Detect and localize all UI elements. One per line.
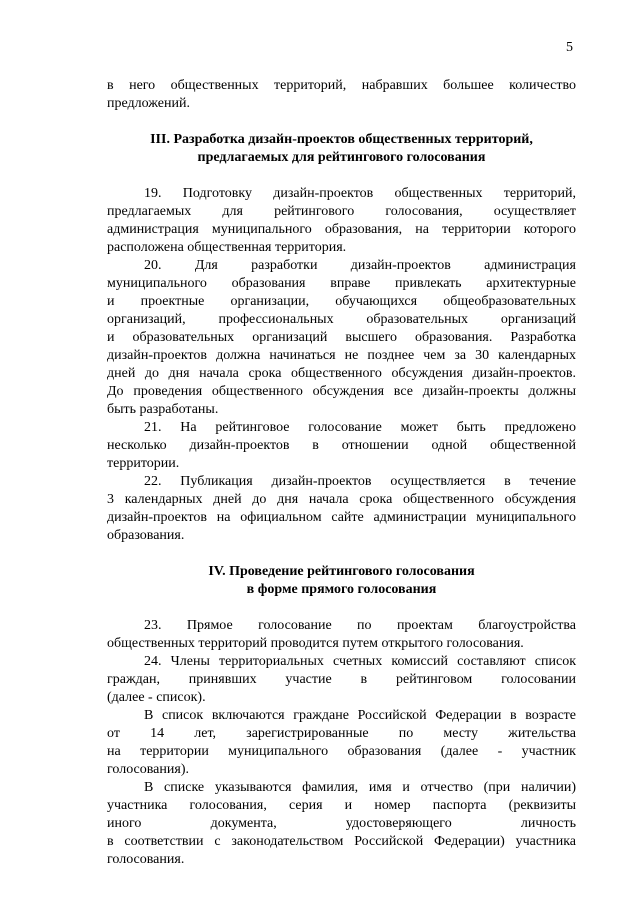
text-line: 24. Члены территориальных счетных комиссий составляют список [144,654,576,669]
text-line: 20. Для разработки дизайн-проектов администрация [144,258,576,273]
text-line: В списке указываются фамилия, имя и отчество (при наличии) [144,780,576,795]
text-line: 23. Прямое голосование по проектам благоустройства [144,618,576,633]
section-heading: IV. Проведение рейтингового голосования [208,564,475,579]
text-line: и проектные организации, обучающихся общеобразовательных [107,294,576,309]
text-line: общественных территорий проводится путем открытого голосования. [107,636,524,651]
text-line: администрация муниципального образования, на территории которого [107,222,576,237]
text-line: До проведения общественного обсуждения все дизайн-проекты должны [107,384,576,399]
text-line: граждан, принявших участие в рейтинговом голосовании [107,672,576,687]
text-line: иного документа, удостоверяющего личность [107,816,576,831]
text-line: в него общественных территорий, набравших большее количество [107,78,576,93]
text-line: на территории муниципального образования (далее - участник [107,744,576,759]
text-line: предложений. [107,96,190,111]
text-line: дней до дня начала срока общественного обсуждения дизайн-проектов. [107,366,576,381]
text-line: от 14 лет, зарегистрированные по месту жительства [107,726,576,741]
text-line: (далее - список). [107,690,206,705]
text-line: голосования. [107,852,185,867]
section-heading: в форме прямого голосования [246,582,437,597]
text-line: дизайн-проектов на официальном сайте администрации муниципального [107,510,576,525]
text-line: 19. Подготовку дизайн-проектов общественных территорий, [144,186,576,201]
text-line: расположена общественная территория. [107,240,347,255]
text-line: 21. На рейтинговое голосование может быть предложено [144,420,576,435]
text-line: 22. Публикация дизайн-проектов осуществляется в течение [144,474,576,489]
text-line: муниципального образования вправе привлекать архитектурные [107,276,576,291]
page-number: 5 [566,40,573,55]
text-line: в соответствии с законодательством Российской Федерации) участника [107,834,576,849]
text-line: участника голосования, серия и номер паспорта (реквизиты [107,798,576,813]
text-line: и образовательных организаций высшего образования. Разработка [107,330,576,345]
text-line: В список включаются граждане Российской Федерации в возрасте [144,708,576,723]
text-line: территории. [107,456,180,471]
text-line: быть разработаны. [107,402,219,417]
section-heading: предлагаемых для рейтингового голосования [197,150,486,165]
text-line: несколько дизайн-проектов в отношении одной общественной [107,438,576,453]
text-line: дизайн-проектов должна начинаться не позднее чем за 30 календарных [107,348,576,363]
text-line: образования. [107,528,185,543]
section-heading: III. Разработка дизайн-проектов общественных территорий, [150,132,533,147]
text-line: организаций, профессиональных образовательных организаций [107,312,576,327]
text-line: предлагаемых для рейтингового голосования, осуществляет [107,204,576,219]
text-line: 3 календарных дней до дня начала срока общественного обсуждения [107,492,576,507]
text-line: голосования). [107,762,189,777]
